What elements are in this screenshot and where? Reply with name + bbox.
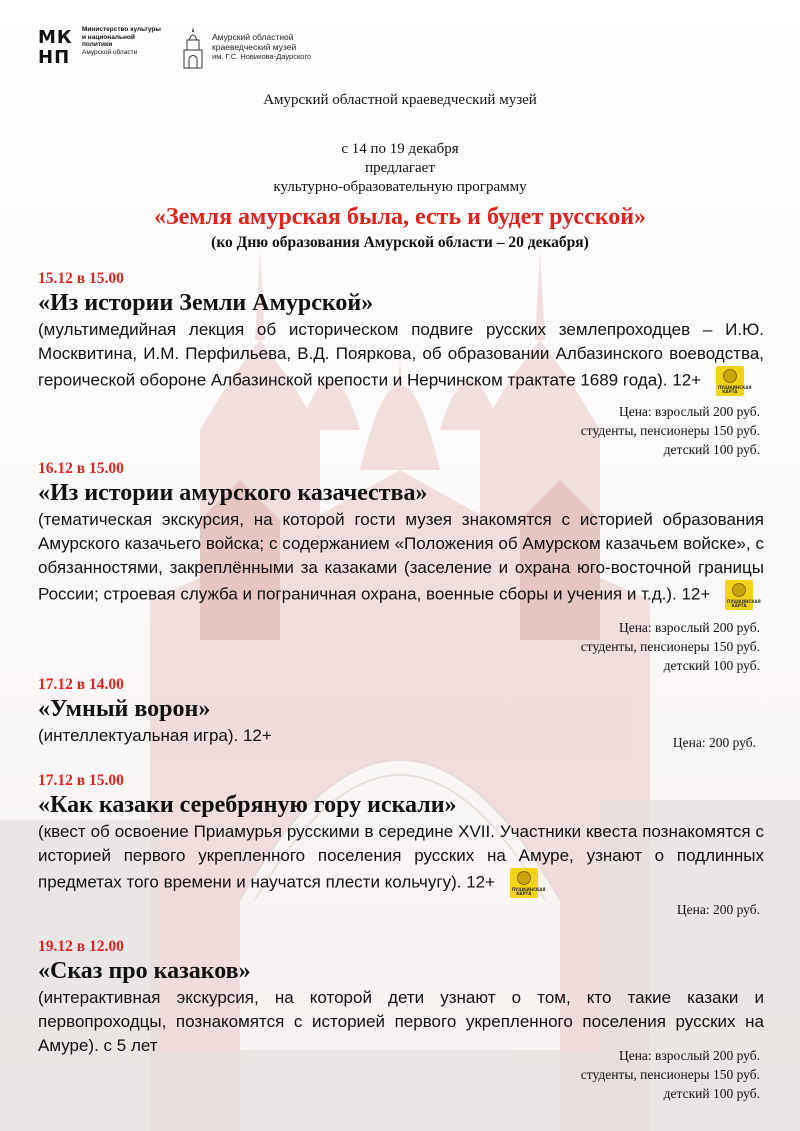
svg-text:НП: НП: [38, 47, 71, 68]
event-description-text: (мультимедийная лекция об историческом подвиге русских землепроходцев – И.Ю. Москвитина, И.М. Перфильева, В.Д. Пояркова, об образовании Албазинского воеводства, героической обороне Албазинской крепости и Нерчинском трактате 1689 года). 12+: [38, 320, 764, 390]
intro-dates-block: [0, 140, 800, 197]
event-title: «Из истории Земли Амурской»: [38, 290, 374, 316]
svg-text:МК: МК: [38, 27, 73, 48]
price-line: детский 100 руб.: [663, 658, 760, 673]
event-description: [38, 820, 764, 898]
pushkin-card-badge-icon: ПУШКИНСКАЯ КАРТА: [716, 366, 744, 396]
ministry-name-bold: Министерство культуры и национальной политики: [82, 26, 161, 48]
event-date: 19.12 в 12.00: [38, 938, 124, 955]
ministry-name: [82, 26, 162, 56]
museum-name: [212, 32, 352, 62]
mknp-monogram-icon: [38, 26, 74, 66]
event-description: [38, 724, 764, 748]
event-4: [38, 772, 764, 898]
museum-logo: [182, 26, 352, 70]
intro-offers: предлагает: [365, 160, 435, 176]
price-line: Цена: 200 руб.: [676, 902, 760, 917]
event-1: [38, 270, 764, 396]
event-description: [38, 508, 764, 610]
event-5: [38, 938, 764, 1058]
event-date: 17.12 в 15.00: [38, 772, 124, 789]
museum-building-icon: [182, 26, 204, 70]
event-title: «Умный ворон»: [38, 696, 211, 722]
event-2-prices: [581, 618, 760, 675]
event-description-text: (интерактивная экскурсия, на которой дети узнают о том, кто такие казаки и первопроходцы, познакомятся с историей первого укрепленного поселения русских на Амуре). с 5 лет: [38, 988, 764, 1055]
event-description-text: (тематическая экскурсия, на которой гости музея знакомятся с историей образования Амурского казачьего войска; с содержанием «Положения об Амурском казачьем войске», с обязанностями, закреплёнными за казаками (заселение и охрана юго-восточной границы России; строевая служба и пограничная охрана, военные сборы и учения и т.д.). 12+: [38, 510, 764, 604]
event-title: «Из истории амурского казачества»: [38, 480, 428, 506]
ministry-logo-letters: [38, 26, 76, 70]
intro-dates: с 14 по 19 декабря: [341, 141, 459, 157]
price-line: детский 100 руб.: [663, 442, 760, 457]
price-line: Цена: взрослый 200 руб.: [618, 1048, 760, 1063]
ministry-logo: [38, 26, 162, 70]
event-1-prices: [581, 402, 760, 459]
intro-program: культурно-образовательную программу: [273, 179, 527, 195]
event-5-prices: [581, 1046, 760, 1103]
event-3-prices: [673, 733, 756, 752]
event-2: [38, 460, 764, 610]
event-title: «Как казаки серебряную гору искали»: [38, 792, 457, 818]
event-description: [38, 318, 764, 396]
event-date: 15.12 в 15.00: [38, 270, 124, 287]
price-line: студенты, пенсионеры 150 руб.: [580, 423, 760, 438]
event-date: 17.12 в 14.00: [38, 676, 124, 693]
program-title: «Земля амурская была, есть и будет русской»: [153, 204, 647, 230]
program-subtitle: (ко Дню образования Амурской области – 20 декабря): [211, 234, 589, 251]
pushkin-card-badge-icon: ПУШКИНСКАЯ КАРТА: [725, 580, 753, 610]
price-line: Цена: взрослый 200 руб.: [618, 620, 760, 635]
event-title: «Сказ про казаков»: [38, 958, 251, 984]
museum-name-sub: им. Г.С. Новикова-Даурского: [212, 52, 312, 61]
event-3: [38, 676, 764, 748]
event-description-text: (интеллектуальная игра). 12+: [38, 726, 272, 745]
museum-name-main: Амурский областной краеведческий музей: [212, 32, 297, 52]
price-line: студенты, пенсионеры 150 руб.: [580, 639, 760, 654]
price-line: студенты, пенсионеры 150 руб.: [580, 1067, 760, 1082]
event-4-prices: [677, 900, 760, 919]
pushkin-card-badge-icon: ПУШКИНСКАЯ КАРТА: [510, 868, 538, 898]
price-line: детский 100 руб.: [663, 1086, 760, 1101]
event-date: 16.12 в 15.00: [38, 460, 124, 477]
price-line: Цена: взрослый 200 руб.: [618, 404, 760, 419]
intro-museum: Амурский областной краеведческий музей: [263, 92, 537, 108]
ministry-region: Амурской области: [82, 48, 138, 56]
price-line: Цена: 200 руб.: [672, 735, 756, 750]
event-description-text: (квест об освоение Приамурья русскими в середине XVII. Участники квеста познакомятся с историей первого укрепленного поселения русских на Амуре, узнают о подлинных предметах того времени и научатся плести кольчугу). 12+: [38, 822, 764, 892]
